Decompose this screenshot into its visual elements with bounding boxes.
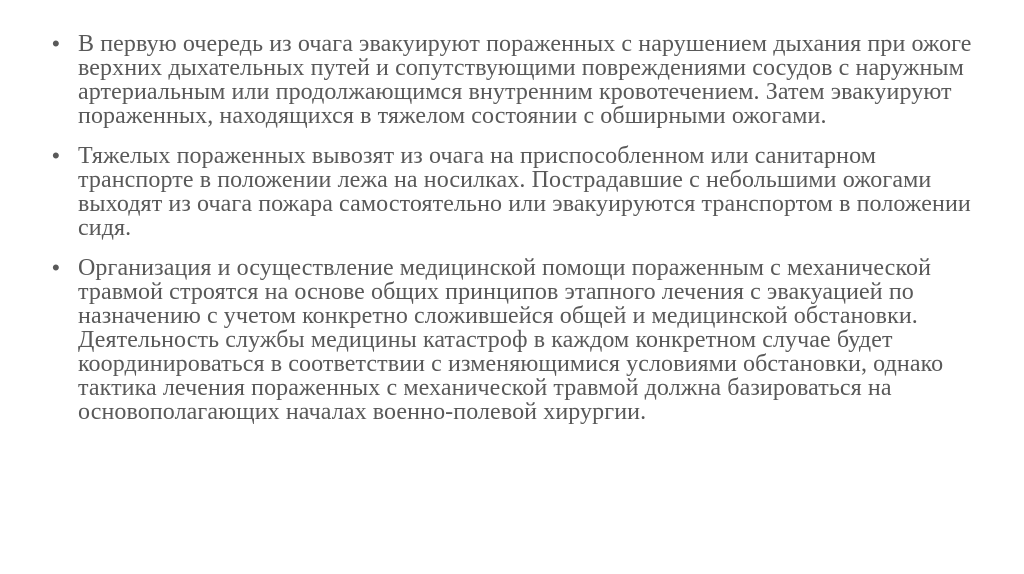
bullet-marker: • (52, 143, 60, 168)
bullet-text: В первую очередь из очага эвакуируют пораженных с нарушением дыхания при ожоге верхних дыхательных путей и сопутствующими повреждениями сосудов с наружным артериальным или продолжающимся внутренним кровотечением. Затем эвакуируют пораженных, находящихся в тяжелом состоянии с обширными ожогами. (78, 31, 972, 129)
bullet-text: Организация и осуществление медицинской помощи пораженным с механической травмой строятся на основе общих принципов этапного лечения с эвакуацией по назначению с учетом конкретно сложившейся общей и медицинской обстановки. Деятельность службы медицины катастроф в каждом конкретном случае будет координироваться в соответствии с изменяющимися условиями обстановки, однако тактика лечения пораженных с механической травмой должна базироваться на основополагающих началах военно-полевой хирургии. (78, 255, 944, 425)
bullet-item-transport (52, 144, 982, 240)
bullet-list (52, 32, 982, 440)
bullet-marker: • (52, 255, 60, 280)
bullet-item-medical-care (52, 256, 982, 424)
bullet-marker: • (52, 31, 60, 56)
bullet-text: Тяжелых пораженных вывозят из очага на приспособленном или санитарном транспорте в положении лежа на носилках. Пострадавшие с небольшими ожогами выходят из очага пожара самостоятельно или эвакуируются транспортом в положении сидя. (78, 143, 971, 241)
bullet-item-evacuation-order (52, 32, 982, 128)
